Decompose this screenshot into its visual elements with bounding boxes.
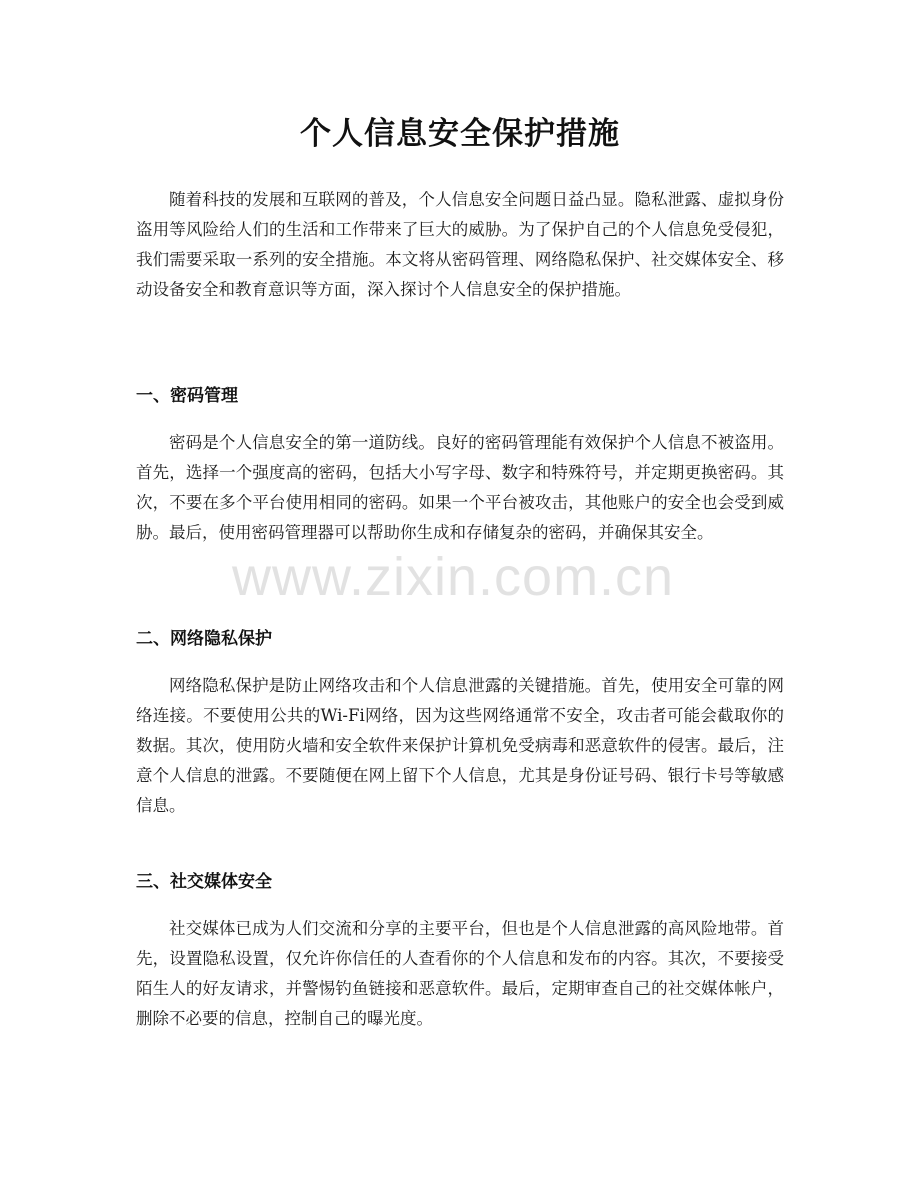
intro-paragraph: 随着科技的发展和互联网的普及，个人信息安全问题日益凸显。隐私泄露、虚拟身份盗用等风险给人们的生活和工作带来了巨大的威胁。为了保护自己的个人信息免受侵犯，我们需要采取一系列的安全措施。本文将从密码管理、网络隐私保护、社交媒体安全、移动设备安全和教育意识等方面，深入探讨个人信息安全的保护措施。 (136, 190, 784, 299)
watermark: www.zixin.com.cn (232, 547, 675, 607)
section-heading-social-media: 三、社交媒体安全 (136, 872, 272, 892)
section-body-password: 密码是个人信息安全的第一道防线。良好的密码管理能有效保护个人信息不被盗用。首先，选择一个强度高的密码，包括大小写字母、数字和特殊符号，并定期更换密码。其次，不要在多个平台使用相同的密码。如果一个平台被攻击，其他账户的安全也会受到威胁。最后，使用密码管理器可以帮助你生成和存储复杂的密码，并确保其安全。 (136, 433, 784, 542)
section-body-social-media: 社交媒体已成为人们交流和分享的主要平台，但也是个人信息泄露的高风险地带。首先，设置隐私设置，仅允许你信任的人查看你的个人信息和发布的内容。其次，不要接受陌生人的好友请求，并警惕钓鱼链接和恶意软件。最后，定期审查自己的社交媒体帐户，删除不必要的信息，控制自己的曝光度。 (136, 919, 784, 1028)
document-title: 个人信息安全保护措施 (300, 116, 620, 152)
section-body-network-privacy: 网络隐私保护是防止网络攻击和个人信息泄露的关键措施。首先，使用安全可靠的网络连接。不要使用公共的Wi-Fi网络，因为这些网络通常不安全，攻击者可能会截取你的数据。其次，使用防火墙和安全软件来保护计算机免受病毒和恶意软件的侵害。最后，注意个人信息的泄露。不要随便在网上留下个人信息，尤其是身份证号码、银行卡号等敏感信息。 (136, 676, 784, 815)
section-heading-network-privacy: 二、网络隐私保护 (136, 629, 272, 649)
section-heading-password: 一、密码管理 (136, 386, 238, 406)
